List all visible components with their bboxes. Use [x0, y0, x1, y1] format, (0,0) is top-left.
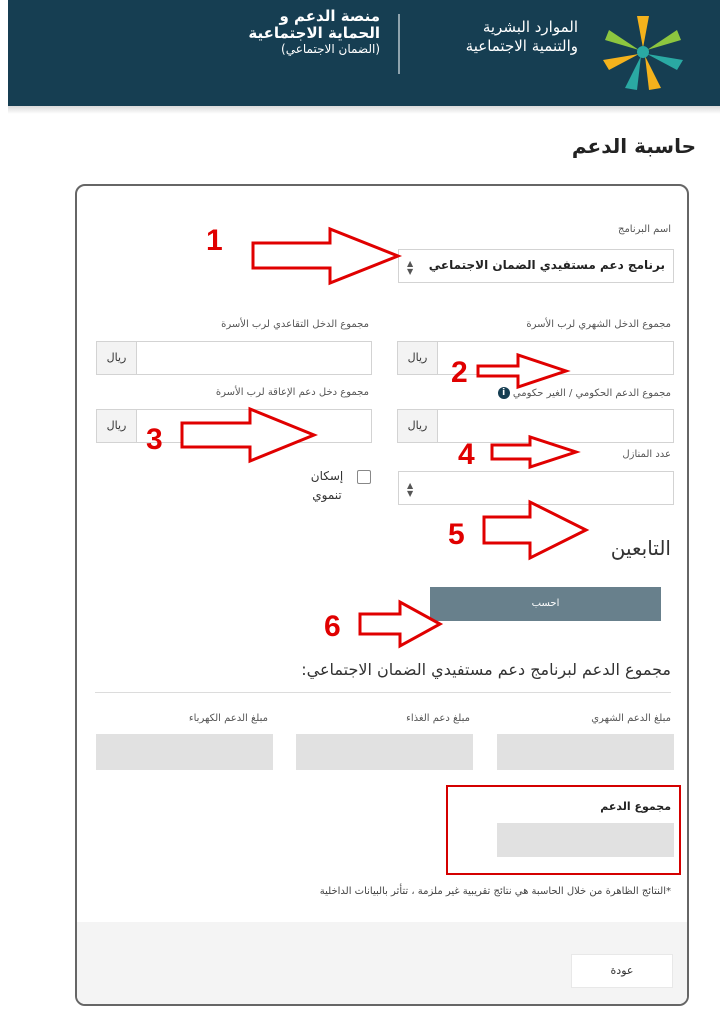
currency-addon: ريال [97, 342, 137, 374]
ministry-logo-icon [593, 12, 693, 92]
households-label: عدد المنازل [622, 449, 671, 460]
monthly-support-label: مبلغ الدعم الشهري [591, 713, 671, 724]
ministry-line-1: الموارد البشرية [482, 18, 578, 36]
currency-addon: ريال [97, 410, 137, 442]
developmental-housing-checkbox[interactable] [357, 470, 371, 484]
disability-support-label: مجموع دخل دعم الإعاقة لرب الأسرة [215, 387, 369, 398]
retirement-income-input[interactable] [96, 341, 372, 375]
electricity-support-label: مبلغ الدعم الكهرباء [188, 713, 268, 724]
dependents-heading: التابعين [610, 536, 671, 560]
annotation-number-2: 2 [451, 356, 468, 389]
annotation-number-4: 4 [458, 438, 475, 471]
monthly-support-output [497, 734, 674, 770]
platform-line-1: منصة الدعم و [279, 7, 380, 25]
ministry-line-2: والتنمية الاجتماعية [465, 37, 578, 55]
results-title: مجموع الدعم لبرنامج دعم مستفيدي الضمان الاجتماعي: [301, 660, 671, 679]
gov-support-label [498, 387, 671, 399]
page-title: حاسبة الدعم [571, 134, 696, 158]
calculator-card [75, 184, 689, 1006]
select-chevron-icon: ▲ ▼ [407, 481, 414, 498]
food-support-output [296, 734, 473, 770]
developmental-housing-line-1: إسكان [310, 469, 344, 483]
program-label: اسم البرنامج [618, 224, 671, 235]
results-divider [95, 692, 671, 693]
currency-addon: ريال [398, 342, 438, 374]
calculate-button[interactable]: احسب [430, 587, 661, 621]
site-header [8, 0, 720, 106]
monthly-income-label: مجموع الدخل الشهري لرب الأسرة [526, 319, 671, 330]
select-chevron-icon: ▲ ▼ [407, 259, 414, 276]
electricity-support-output [96, 734, 273, 770]
annotation-number-1: 1 [206, 224, 223, 257]
disclaimer-note: *النتائج الظاهرة من خلال الحاسبة هي نتائج تقريبية غير ملزمة ، تتأثر بالبيانات الداخلية [319, 886, 671, 897]
platform-line-2: الحماية الاجتماعية [248, 24, 380, 42]
gov-support-input[interactable] [397, 409, 674, 443]
retirement-income-label: مجموع الدخل التقاعدي لرب الأسرة [221, 319, 369, 330]
annotation-number-3: 3 [146, 423, 163, 456]
developmental-housing-label [303, 467, 351, 505]
annotation-number-6: 6 [324, 610, 341, 643]
platform-line-3: (الضمان الاجتماعي) [281, 42, 380, 56]
currency-addon: ريال [398, 410, 438, 442]
header-shadow [8, 106, 720, 114]
platform-name [230, 8, 380, 57]
monthly-income-input[interactable] [397, 341, 674, 375]
annotation-number-5: 5 [448, 518, 465, 551]
gov-support-label-text: مجموع الدعم الحكومي / الغير حكومي [512, 388, 671, 399]
food-support-label: مبلغ دعم الغذاء [406, 713, 470, 724]
total-support-output [497, 823, 674, 857]
ministry-name [426, 18, 578, 56]
back-button[interactable]: عودة [571, 954, 673, 988]
program-select-value: برنامج دعم مستفيدي الضمان الاجتماعي [428, 258, 665, 272]
program-select[interactable] [398, 249, 674, 283]
developmental-housing-line-2: تنموي [312, 488, 342, 502]
households-select[interactable] [398, 471, 674, 505]
disability-support-input[interactable] [96, 409, 372, 443]
total-support-label: مجموع الدعم [600, 800, 671, 813]
header-divider [398, 14, 400, 74]
info-icon[interactable]: i [498, 387, 510, 399]
